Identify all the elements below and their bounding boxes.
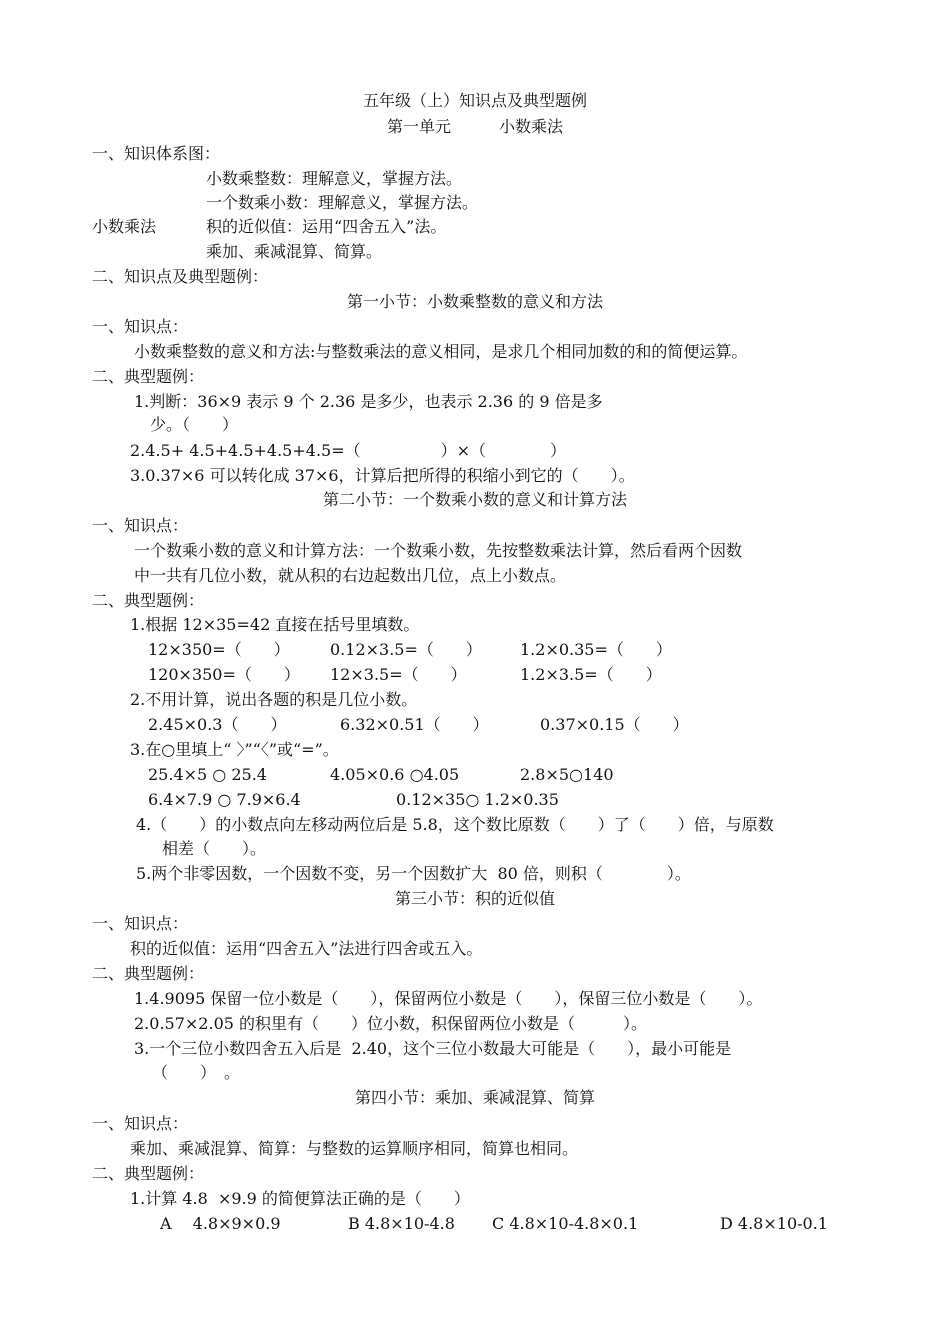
section3-kp-heading: 一、知识点： xyxy=(92,914,189,933)
s2-q3-item: 0.12×35○ 1.2×0.35 xyxy=(396,790,559,809)
s3-q1: 1.4.9095 保留一位小数是（ ），保留两位小数是（ ），保留三位小数是（ ）。 xyxy=(134,989,763,1008)
system-branch-2: 一个数乘小数：理解意义，掌握方法。 xyxy=(206,193,479,212)
s2-q5: 5.两个非零因数，一个因数不变，另一个因数扩大 80 倍，则积（ ）。 xyxy=(136,864,691,883)
s2-q2-item: 2.45×0.3（ ） xyxy=(148,715,287,734)
s2-q1: 1.根据 12×35=42 直接在括号里填数。 xyxy=(130,615,420,634)
s2-q2-item: 0.37×0.15（ ） xyxy=(540,715,689,734)
part2-heading: 二、知识点及典型题例： xyxy=(92,267,269,286)
s4-option-a: A 4.8×9×0.9 xyxy=(160,1214,281,1233)
s2-q3-item: 25.4×5 ○ 25.4 xyxy=(148,765,267,784)
system-root: 小数乘法 xyxy=(92,217,157,236)
s2-q3: 3.在○里填上“ 〉”“〈”或“=”。 xyxy=(130,740,339,759)
s2-q4-line2: 相差（ ）。 xyxy=(162,839,267,858)
section4-kp-heading: 一、知识点： xyxy=(92,1114,189,1133)
section4-kp-text: 乘加、乘减混算、简算：与整数的运算顺序相同，简算也相同。 xyxy=(130,1139,579,1158)
s3-q3-line2: （ ） 。 xyxy=(152,1063,241,1082)
section2-kp-heading: 一、知识点： xyxy=(92,516,189,535)
s4-option-d: D 4.8×10-0.1 xyxy=(720,1214,828,1233)
section4-ex-heading: 二、典型题例： xyxy=(92,1164,205,1183)
section2-ex-heading: 二、典型题例： xyxy=(92,591,205,610)
s1-q2: 2.4.5+ 4.5+4.5+4.5+4.5=（ ）×（ ） xyxy=(130,441,567,460)
s2-q4-line1: 4.（ ）的小数点向左移动两位后是 5.8，这个数比原数（ ）了（ ）倍，与原数 xyxy=(136,815,774,834)
unit-title: 第一单元 小数乘法 xyxy=(386,117,563,136)
section4-title: 第四小节：乘加、乘减混算、简算 xyxy=(354,1088,595,1107)
section1-kp-heading: 一、知识点： xyxy=(92,317,189,336)
s4-q1: 1.计算 4.8 ×9.9 的简便算法正确的是（ ） xyxy=(130,1189,470,1208)
system-branch-4: 乘加、乘减混算、简算。 xyxy=(206,242,383,261)
part1-heading: 一、知识体系图： xyxy=(92,144,221,163)
section1-kp-text: 小数乘整数的意义和方法:与整数乘法的意义相同，是求几个相同加数的和的简便运算。 xyxy=(134,342,748,361)
section3-title: 第三小节：积的近似值 xyxy=(394,889,555,908)
section1-ex-heading: 二、典型题例： xyxy=(92,367,205,386)
document-title: 五年级（上）知识点及典型题例 xyxy=(362,91,587,110)
section1-title: 第一小节：小数乘整数的意义和方法 xyxy=(346,292,603,311)
section3-ex-heading: 二、典型题例： xyxy=(92,964,205,983)
s2-q1-item: 0.12×3.5=（ ） xyxy=(330,640,482,659)
s2-q2: 2.不用计算，说出各题的积是几位小数。 xyxy=(130,690,418,709)
s4-option-c: C 4.8×10-4.8×0.1 xyxy=(492,1214,639,1233)
section2-title: 第二小节：一个数乘小数的意义和计算方法 xyxy=(322,490,627,509)
s1-q1-line2: 少。（ ） xyxy=(150,415,239,434)
s2-q1-item: 120×350=（ ） xyxy=(148,665,300,684)
s3-q3-line1: 3.一个三位小数四舍五入后是 2.40，这个三位小数最大可能是（ ），最小可能是 xyxy=(134,1039,732,1058)
system-branch-3: 积的近似值：运用“四舍五入”法。 xyxy=(206,217,447,236)
section2-kp-line1: 一个数乘小数的意义和计算方法：一个数乘小数，先按整数乘法计算，然后看两个因数 xyxy=(134,541,743,560)
system-branch-1: 小数乘整数：理解意义，掌握方法。 xyxy=(206,169,463,188)
s1-q3: 3.0.37×6 可以转化成 37×6，计算后把所得的积缩小到它的（ ）。 xyxy=(130,466,635,485)
s2-q3-item: 4.05×0.6 ○4.05 xyxy=(330,765,460,784)
s1-q1-line1: 1.判断：36×9 表示 9 个 2.36 是多少，也表示 2.36 的 9 倍是多 xyxy=(134,392,603,411)
section2-kp-line2: 中一共有几位小数，就从积的右边起数出几位，点上小数点。 xyxy=(134,566,567,585)
s2-q2-item: 6.32×0.51（ ） xyxy=(340,715,489,734)
s2-q3-item: 6.4×7.9 ○ 7.9×6.4 xyxy=(148,790,301,809)
s2-q1-item: 1.2×3.5=（ ） xyxy=(520,665,662,684)
s4-option-b: B 4.8×10-4.8 xyxy=(348,1214,455,1233)
s2-q1-item: 12×350=（ ） xyxy=(148,640,290,659)
s2-q1-item: 12×3.5=（ ） xyxy=(330,665,467,684)
s2-q3-item: 2.8×5○140 xyxy=(520,765,614,784)
s3-q2: 2.0.57×2.05 的积里有（ ）位小数，积保留两位小数是（ ）。 xyxy=(134,1014,648,1033)
s2-q1-item: 1.2×0.35=（ ） xyxy=(520,640,672,659)
section3-kp-text: 积的近似值：运用“四舍五入”法进行四舍或五入。 xyxy=(130,939,483,958)
